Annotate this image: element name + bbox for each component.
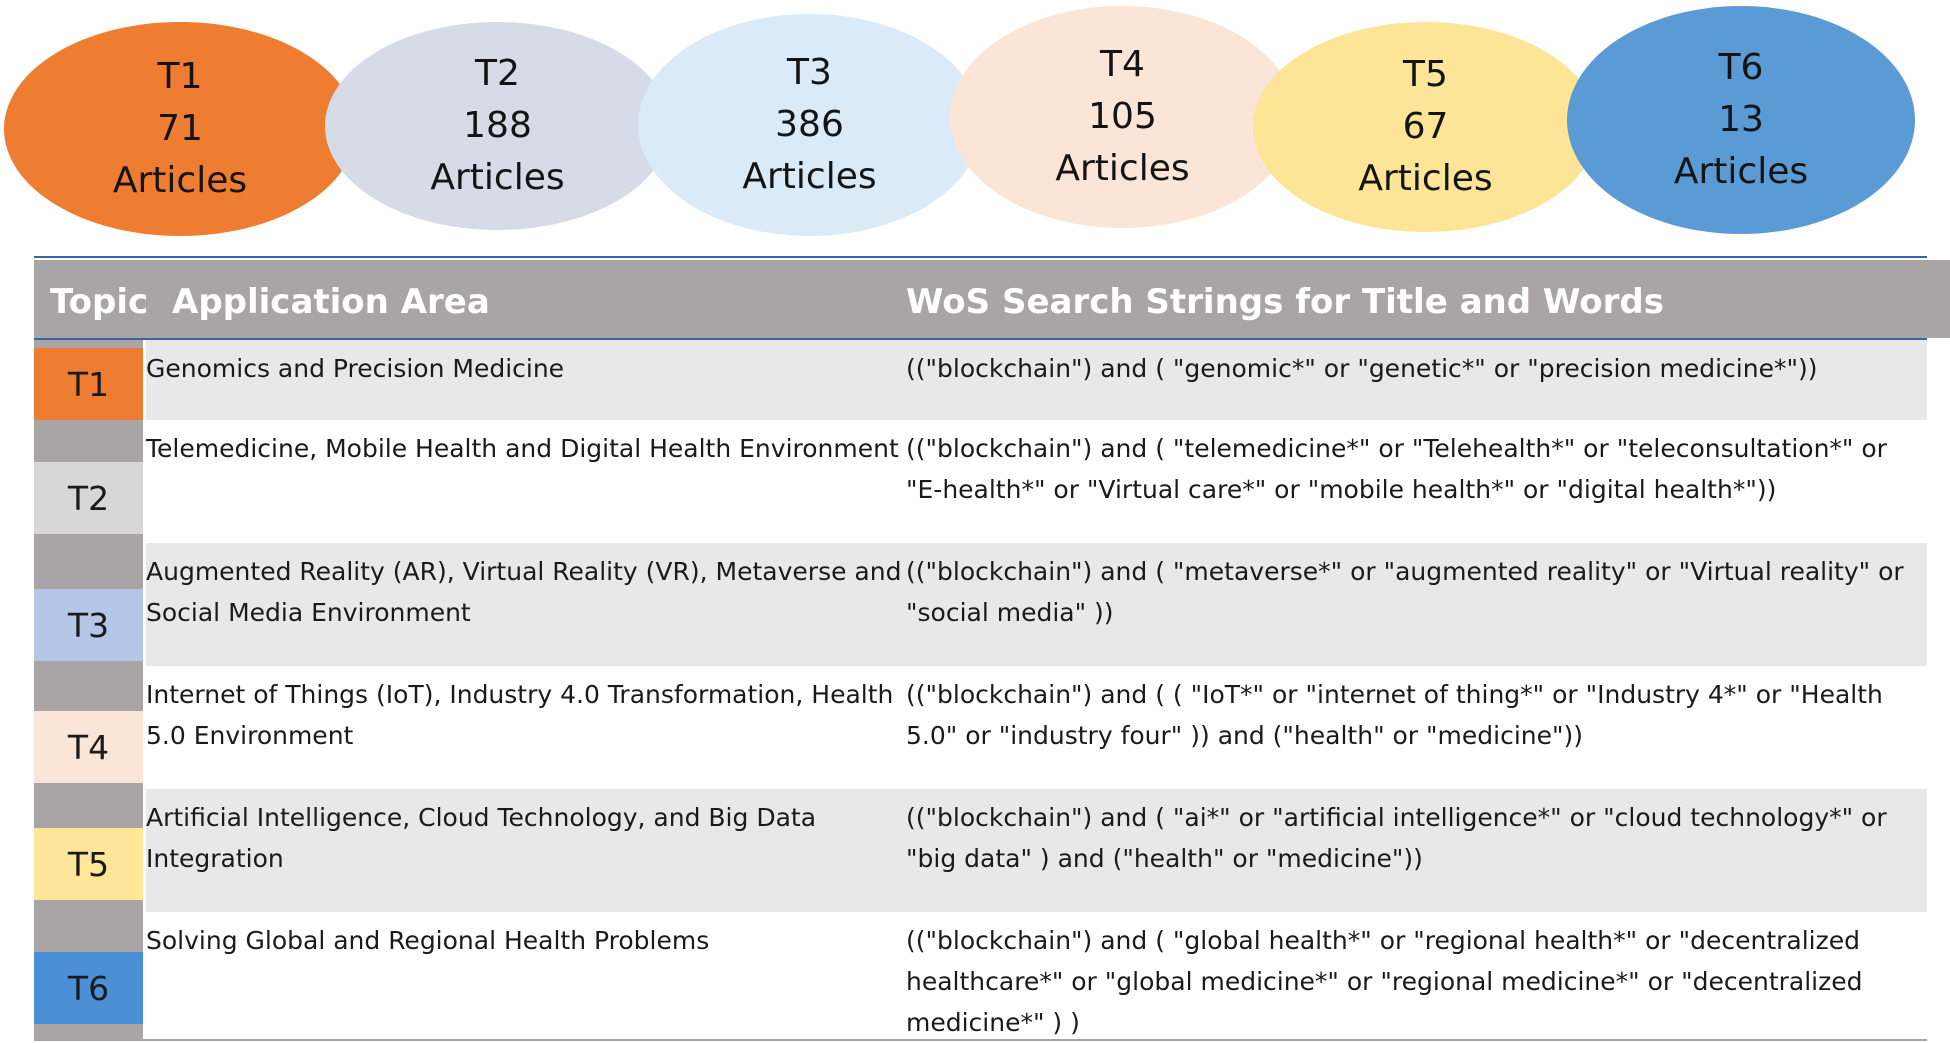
table-row bbox=[34, 420, 1927, 543]
application-area: Artificial Intelligence, Cloud Technology, and Big Data Integration bbox=[146, 803, 817, 873]
topic-bubble-t2 bbox=[325, 22, 670, 230]
topic-bubble-t3 bbox=[638, 14, 981, 236]
topic-cell-t5: T5 bbox=[34, 828, 143, 900]
bubble-unit: Articles bbox=[1055, 148, 1190, 189]
topic-bubbles bbox=[0, 0, 1950, 250]
bubble-unit: Articles bbox=[1358, 158, 1493, 199]
bubble-topic: T2 bbox=[475, 53, 520, 94]
bubble-count: 13 bbox=[1718, 99, 1764, 140]
topic-bubble-t1 bbox=[4, 22, 356, 236]
bubble-count: 67 bbox=[1402, 106, 1449, 147]
topic-bubble-t5 bbox=[1253, 22, 1598, 232]
bubble-topic: T1 bbox=[157, 56, 203, 97]
topic-cell-t1: T1 bbox=[34, 348, 143, 420]
bubble-unit: Articles bbox=[742, 156, 877, 197]
search-string: (("blockchain") and ( ( "IoT*" or "internet of thing*" or "Industry 4*" or "Health 5.0" or "industry four" )) and ("health" or "medicine")) bbox=[906, 680, 1883, 750]
bubble-unit: Articles bbox=[1673, 151, 1809, 192]
table-row bbox=[34, 543, 1927, 666]
application-area: Telemedicine, Mobile Health and Digital Health Environment bbox=[146, 434, 899, 463]
table-row bbox=[34, 912, 1927, 1039]
bubble-count: 71 bbox=[157, 108, 203, 149]
bubble-topic: T4 bbox=[1100, 44, 1145, 85]
header-search-strings: WoS Search Strings for Title and Words bbox=[906, 282, 1664, 322]
application-area: Genomics and Precision Medicine bbox=[146, 354, 565, 383]
table-row bbox=[34, 789, 1927, 912]
bubble-topic: T5 bbox=[1403, 54, 1448, 95]
table-row bbox=[34, 340, 1927, 420]
search-string: (("blockchain") and ( "genomic*" or "genetic*" or "precision medicine*")) bbox=[906, 354, 1818, 383]
search-string: (("blockchain") and ( "global health*" or "regional health*" or "decentralized healthcare*" or "global medicine*" or "regional medicine*" or "decentralized medicine*" ) ) bbox=[906, 926, 1863, 1037]
topic-cell-t3: T3 bbox=[34, 589, 143, 661]
table-header bbox=[34, 260, 1950, 338]
application-area: Solving Global and Regional Health Problems bbox=[146, 926, 710, 955]
header-application-area: Application Area bbox=[172, 282, 490, 322]
topic-cell-t4: T4 bbox=[34, 711, 143, 783]
topic-cell-t6: T6 bbox=[34, 952, 143, 1024]
bubble-unit: Articles bbox=[112, 160, 248, 201]
bubble-topic: T6 bbox=[1718, 47, 1764, 88]
bubble-count: 188 bbox=[463, 105, 532, 146]
search-string: (("blockchain") and ( "metaverse*" or "augmented reality" or "Virtual reality" or "social media" )) bbox=[906, 557, 1904, 627]
topic-cell-t2: T2 bbox=[34, 462, 143, 534]
bubble-count: 386 bbox=[775, 104, 844, 145]
bubble-topic: T3 bbox=[787, 52, 832, 93]
application-area: Internet of Things (IoT), Industry 4.0 Transformation, Health 5.0 Environment bbox=[146, 680, 894, 750]
search-strings-table bbox=[34, 256, 1927, 1041]
bubble-count: 105 bbox=[1088, 96, 1157, 137]
bubble-unit: Articles bbox=[430, 157, 565, 198]
application-area: Augmented Reality (AR), Virtual Reality (VR), Metaverse and Social Media Environment bbox=[146, 557, 902, 627]
topic-bubble-t6 bbox=[1567, 6, 1915, 234]
search-string: (("blockchain") and ( "ai*" or "artificial intelligence*" or "cloud technology*" or "big data" ) and ("health" or "medicine")) bbox=[906, 803, 1887, 873]
search-string: (("blockchain") and ( "telemedicine*" or "Telehealth*" or "teleconsultation*" or "E-health*" or "Virtual care*" or "mobile health*" or "digital health*")) bbox=[906, 434, 1887, 504]
table-row bbox=[34, 666, 1927, 789]
table-top-border bbox=[34, 256, 1927, 258]
header-topic: Topic bbox=[50, 282, 149, 322]
topic-bubble-t4 bbox=[950, 6, 1295, 228]
